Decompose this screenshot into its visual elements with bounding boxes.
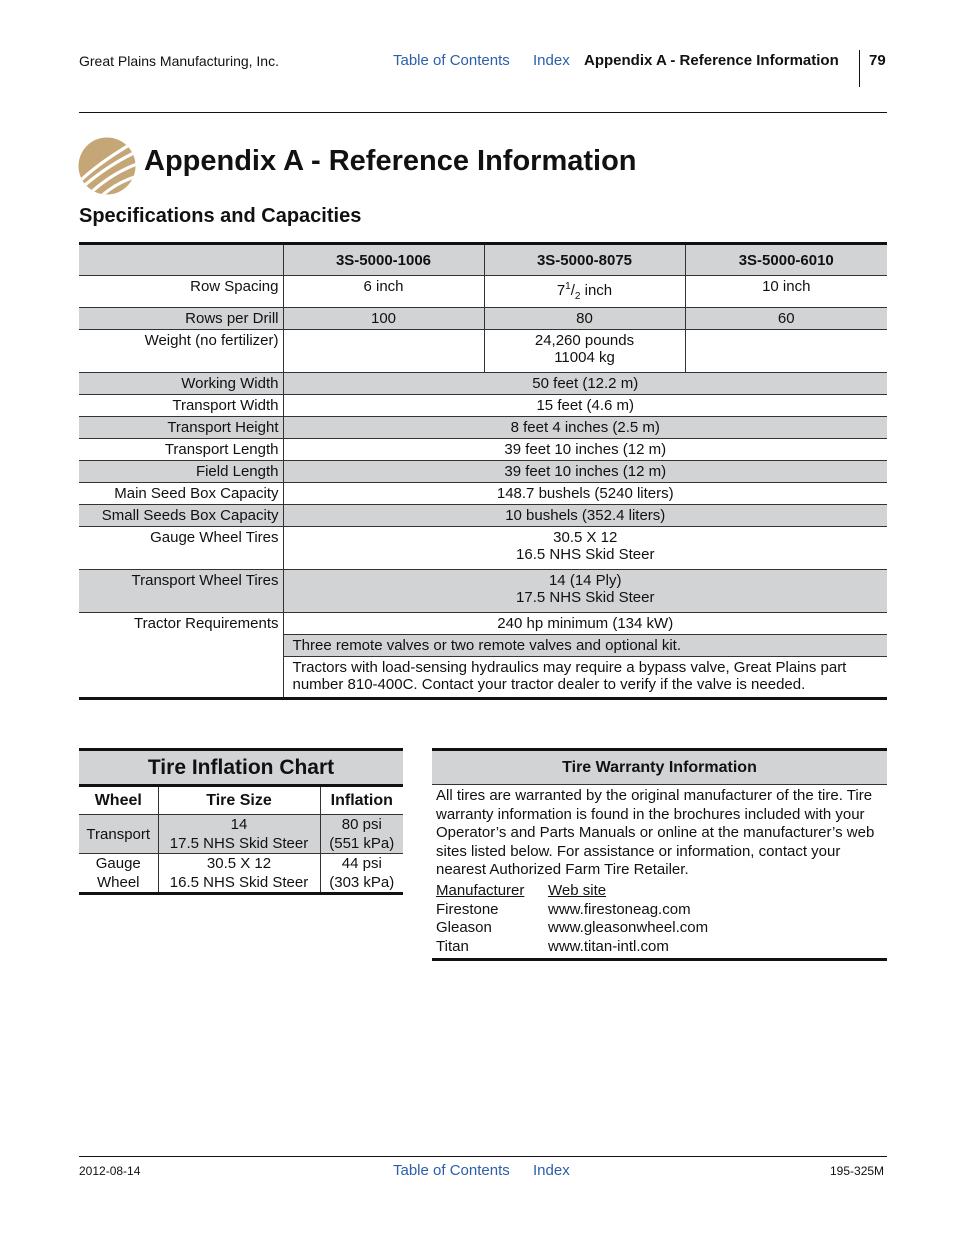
table-row: [79, 395, 887, 417]
cell-value: [685, 330, 887, 373]
manufacturer-name: Gleason: [436, 919, 492, 937]
wheel-cell: Transport: [79, 815, 158, 854]
manufacturer-website: www.firestoneag.com: [548, 900, 691, 918]
table-row: [79, 330, 887, 373]
cell-value: 50 feet (12.2 m): [283, 373, 887, 395]
cell-value: 8 feet 4 inches (2.5 m): [283, 417, 887, 439]
table-row: [79, 461, 887, 483]
manufacturer-name: Firestone: [436, 900, 499, 918]
row-label: Transport Height: [79, 417, 283, 439]
wheel-cell: Gauge Wheel: [79, 854, 158, 894]
row-label: Weight (no fertilizer): [79, 330, 283, 373]
cell-value: 10 bushels (352.4 liters): [283, 505, 887, 527]
cell-value: 100: [283, 308, 484, 330]
footer-index-link[interactable]: Index: [533, 1162, 570, 1179]
row-label: Small Seeds Box Capacity: [79, 505, 283, 527]
header-toc-link[interactable]: Table of Contents: [393, 52, 510, 69]
page-title: Appendix A - Reference Information: [144, 145, 637, 177]
column-header: Inflation: [320, 786, 403, 815]
great-plains-logo-icon: [78, 137, 136, 195]
inflation-cell: 80 psi (551 kPa): [320, 815, 403, 854]
warranty-text: All tires are warranted by the original manufacturer of the tire. Tire warranty information is found in the brochures included with your Operator’s and Parts Manuals or online at the manufacturer’s web sites listed below. For assistance or information, contact your nearest Authorized Farm Tire Retailer.: [436, 787, 875, 879]
footer-doc-number: 195-325M: [830, 1164, 885, 1178]
table-row: [79, 417, 887, 439]
cell-value: 15 feet (4.6 m): [283, 395, 887, 417]
cell-value: Tractors with load-sensing hydraulics may require a bypass valve, Great Plains part number 810-400C. Contact your tractor dealer to verify if the valve is needed.: [283, 657, 887, 699]
cell-value: 30.5 X 12 16.5 NHS Skid Steer: [283, 527, 887, 570]
cell-value: 6 inch: [283, 276, 484, 308]
table-row: [79, 483, 887, 505]
list-item: [436, 901, 883, 920]
cell-value: 80: [484, 308, 685, 330]
model-header: 3S-5000-6010: [685, 244, 887, 276]
cell-value: 60: [685, 308, 887, 330]
row-label: Row Spacing: [79, 276, 283, 308]
tire-size-cell: 30.5 X 12 16.5 NHS Skid Steer: [158, 854, 320, 894]
table-row: [79, 505, 887, 527]
cell-value: 240 hp minimum (134 kW): [283, 613, 887, 635]
list-item: [436, 919, 883, 938]
model-header: 3S-5000-1006: [283, 244, 484, 276]
row-label: Transport Wheel Tires: [79, 570, 283, 613]
inflation-cell: 44 psi (303 kPa): [320, 854, 403, 894]
row-label: Gauge Wheel Tires: [79, 527, 283, 570]
tire-inflation-table: [79, 748, 403, 895]
row-label: Transport Width: [79, 395, 283, 417]
manufacturer-website: www.gleasonwheel.com: [548, 919, 709, 937]
row-label: Working Width: [79, 373, 283, 395]
header-divider: [859, 50, 860, 87]
cell-value: 39 feet 10 inches (12 m): [283, 439, 887, 461]
table-row: [79, 815, 403, 854]
cell-value: 24,260 pounds 11004 kg: [484, 330, 685, 373]
cell-value: $7^1/_2$ inch: [484, 276, 685, 308]
manufacturer-column-label: Manufacturer: [436, 881, 525, 899]
row-label: Rows per Drill: [79, 308, 283, 330]
table-row: [79, 854, 403, 894]
table-row: [79, 613, 887, 635]
website-column-label: Web site: [548, 881, 607, 899]
footer-toc-link[interactable]: Table of Contents: [393, 1162, 510, 1179]
table-row: [79, 439, 887, 461]
manufacturer-name: Titan: [436, 937, 469, 955]
specifications-table: [79, 242, 887, 700]
cell-value: [283, 330, 484, 373]
table-row: [79, 373, 887, 395]
cell-value: 10 inch: [685, 276, 887, 308]
row-label: Field Length: [79, 461, 283, 483]
row-label: Tractor Requirements: [79, 613, 283, 699]
warranty-title: Tire Warranty Information: [432, 748, 887, 785]
cell-value: 14 (14 Ply) 17.5 NHS Skid Steer: [283, 570, 887, 613]
footer-rule: [79, 1156, 887, 1157]
manufacturer-list: [432, 882, 887, 958]
header-index-link[interactable]: Index: [533, 52, 570, 69]
table-row: [79, 570, 887, 613]
cell-value: 39 feet 10 inches (12 m): [283, 461, 887, 483]
manufacturer-website: www.titan-intl.com: [548, 937, 669, 955]
list-header: [436, 882, 883, 901]
header-rule: [79, 112, 887, 113]
model-header: 3S-5000-8075: [484, 244, 685, 276]
tire-warranty-box: [432, 748, 887, 961]
spec-header-blank: [79, 244, 283, 276]
section-subtitle: Specifications and Capacities: [79, 205, 362, 227]
column-header: Wheel: [79, 786, 158, 815]
tire-chart-title: Tire Inflation Chart: [79, 750, 403, 786]
header-section-title: Appendix A - Reference Information: [584, 52, 839, 69]
footer-date: 2012-08-14: [79, 1164, 141, 1178]
list-item: [436, 938, 883, 957]
cell-value: 148.7 bushels (5240 liters): [283, 483, 887, 505]
cell-value: Three remote valves or two remote valves and optional kit.: [283, 635, 887, 657]
warranty-bottom-rule: [432, 958, 887, 961]
tire-size-cell: 14 17.5 NHS Skid Steer: [158, 815, 320, 854]
row-label: Transport Length: [79, 439, 283, 461]
table-row: [79, 308, 887, 330]
table-row: [79, 527, 887, 570]
page-number: 79: [869, 52, 886, 69]
column-header: Tire Size: [158, 786, 320, 815]
row-label: Main Seed Box Capacity: [79, 483, 283, 505]
company-name: Great Plains Manufacturing, Inc.: [79, 53, 279, 69]
table-row: [79, 276, 887, 308]
